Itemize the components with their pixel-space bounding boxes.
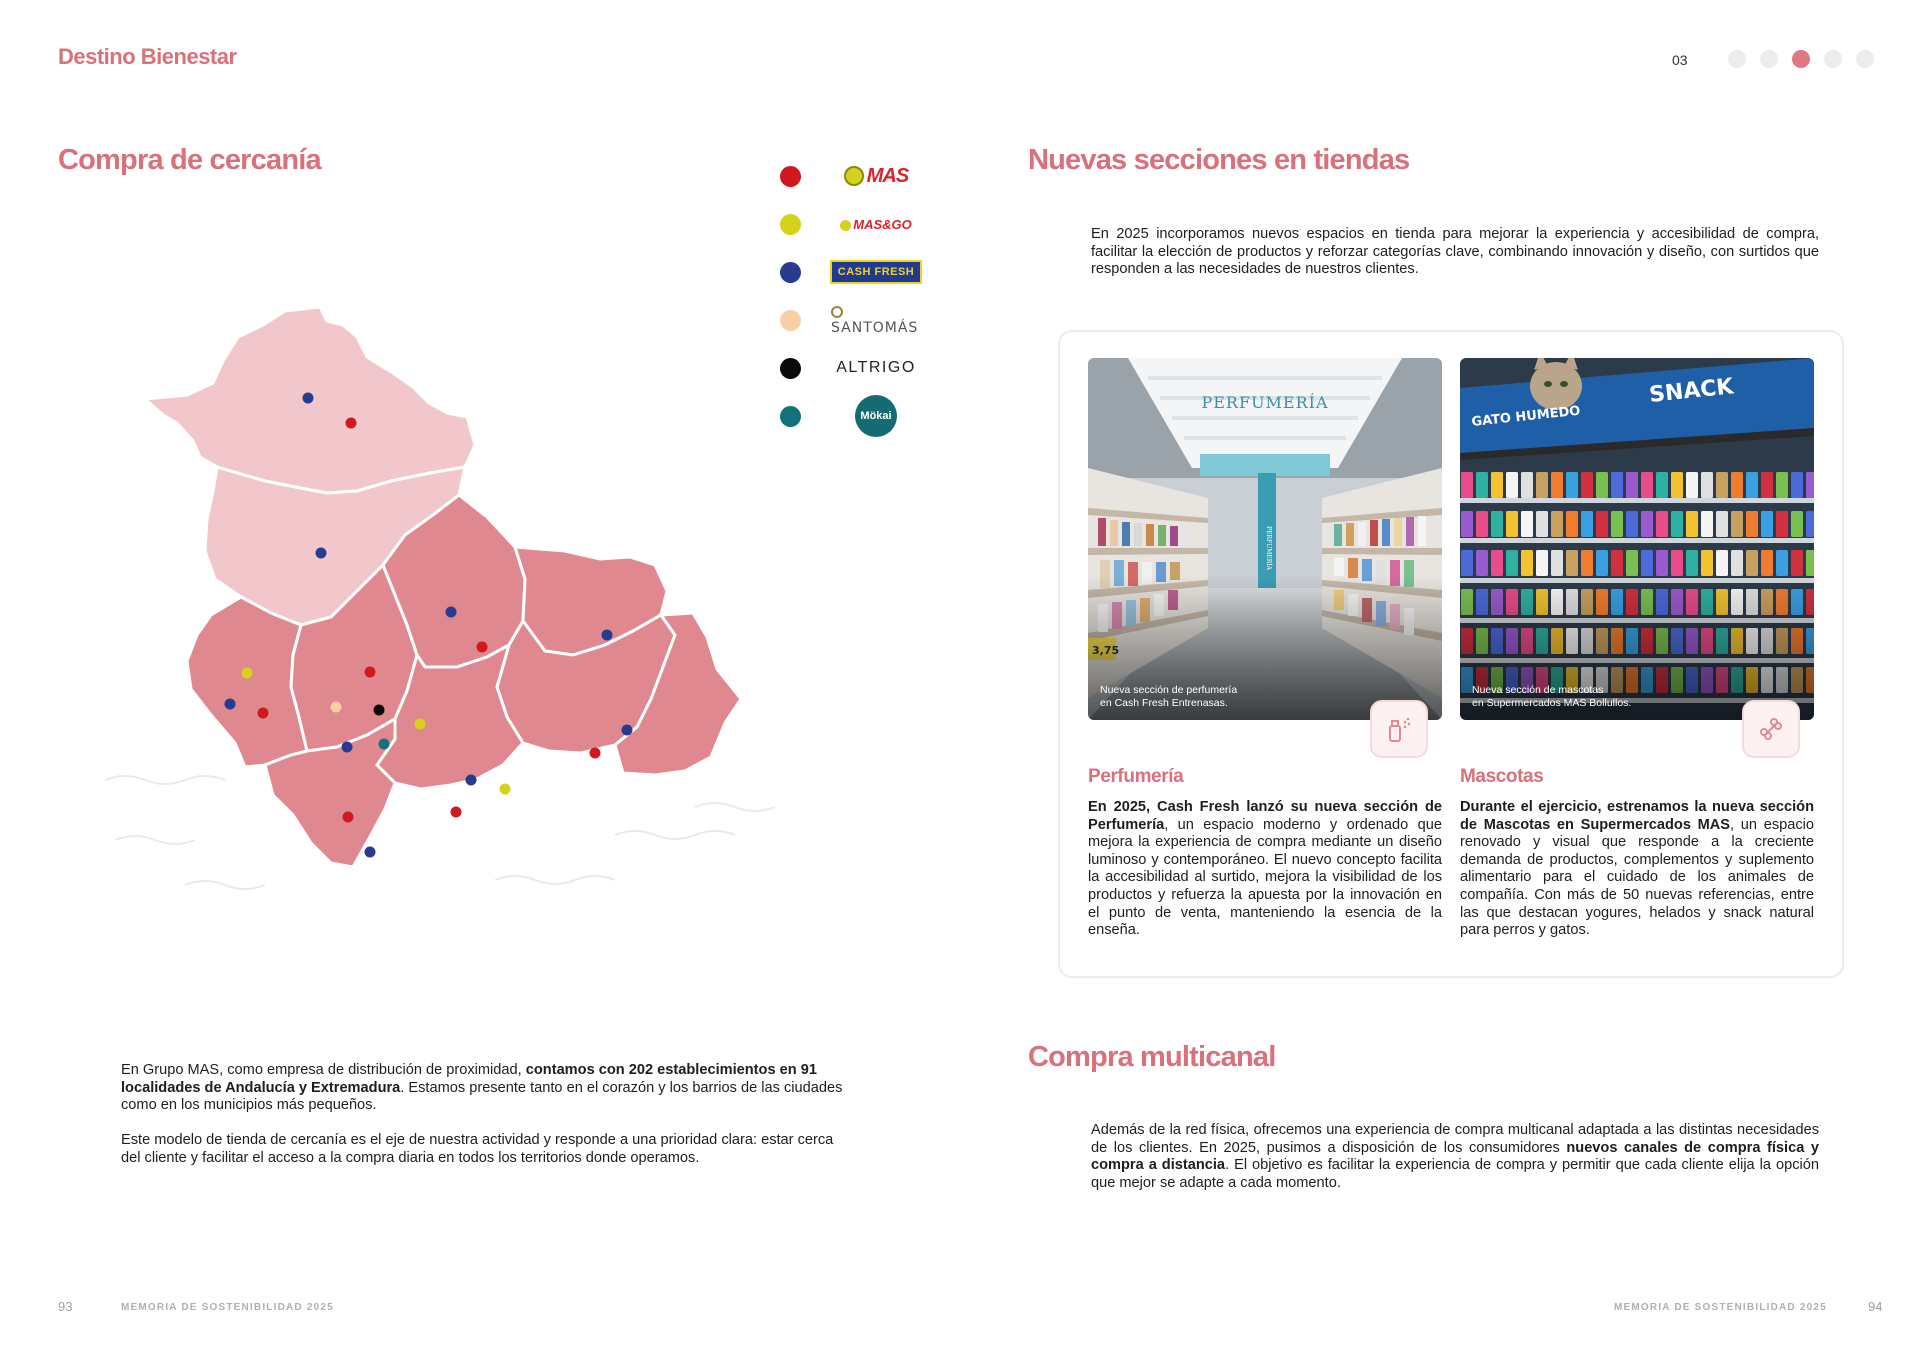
- store-marker-mas: [451, 807, 462, 818]
- footer-page-number-right: 94: [1868, 1299, 1883, 1314]
- bone-icon: [1756, 714, 1786, 744]
- store-marker-mas: [365, 667, 376, 678]
- basket-icon: [844, 166, 864, 186]
- mascotas-title: Mascotas: [1460, 766, 1544, 787]
- santomas-logo: [831, 303, 921, 337]
- store-marker-cashfresh: [446, 607, 457, 618]
- legend-item-mokai: [780, 392, 930, 440]
- store-brands-legend: [780, 152, 930, 440]
- nuevas-secciones-intro: En 2025 incorporamos nuevos espacios en tienda para mejorar la experiencia y accesibilidad de compra, facilitar la elección de productos y reforzar categorías clave, combinando innovación y diseño, con surtidos que responden a las necesidades de nuestros clientes.: [1091, 226, 1819, 278]
- region-huelva: [187, 597, 307, 767]
- sea-waves: [105, 776, 775, 889]
- santomas-emblem-icon: [831, 306, 843, 318]
- footer-page-number-left: 93: [58, 1299, 73, 1314]
- page-dot-3[interactable]: [1792, 50, 1810, 68]
- masgo-logo: [831, 207, 921, 241]
- mas-logo: [831, 159, 921, 193]
- legend-dot: [780, 358, 801, 379]
- store-marker-mokai: [379, 739, 390, 750]
- legend-brand-label: Mökai: [855, 395, 897, 437]
- legend-dot: [780, 406, 801, 427]
- mascotas-photo: [1460, 358, 1814, 720]
- store-marker-mas: [477, 642, 488, 653]
- mokai-logo: [831, 399, 921, 433]
- page-dot-4[interactable]: [1824, 50, 1842, 68]
- page-indicator: 03: [1672, 52, 1688, 68]
- section-title-cercania: Compra de cercanía: [58, 144, 321, 176]
- footer-label-right: MEMORIA DE SOSTENIBILIDAD 2025: [1614, 1302, 1827, 1313]
- store-marker-cashfresh: [303, 393, 314, 404]
- perfume-badge: [1370, 700, 1428, 758]
- perfumeria-photo: [1088, 358, 1442, 720]
- perfumeria-photo-caption: Nueva sección de perfumería en Cash Fresh Entrenasas.: [1100, 684, 1238, 709]
- legend-dot: [780, 166, 801, 187]
- legend-brand-label: MAS: [866, 164, 909, 187]
- store-marker-cashfresh: [622, 725, 633, 736]
- page-progress-dots[interactable]: [1728, 50, 1874, 68]
- store-marker-mas: [590, 748, 601, 759]
- store-marker-altrigo: [374, 705, 385, 716]
- altrigo-logo: [831, 351, 921, 385]
- new-sections-card: [1058, 330, 1844, 978]
- store-marker-cashfresh: [316, 548, 327, 559]
- section-title-multicanal: Compra multicanal: [1028, 1041, 1276, 1073]
- basket-icon: [840, 220, 851, 231]
- mascotas-badge: [1742, 700, 1800, 758]
- legend-item-santomas: [780, 296, 930, 344]
- store-marker-cashfresh: [602, 630, 613, 641]
- legend-brand-label: CASH FRESH: [830, 260, 923, 284]
- store-marker-santomas: [331, 702, 342, 713]
- store-marker-masgo: [415, 719, 426, 730]
- legend-item-cashfresh: [780, 248, 930, 296]
- legend-dot: [780, 310, 801, 331]
- cercania-paragraph-1: En Grupo MAS, como empresa de distribución de proximidad, contamos con 202 establecimientos en 91 localidades de Andalucía y Extremadura. Estamos presente tanto en el corazón y los barrios de las ciudades como en los municipios más pequeños.: [121, 1062, 843, 1114]
- store-marker-cashfresh: [466, 775, 477, 786]
- store-map: [95, 295, 815, 905]
- page-dot-2[interactable]: [1760, 50, 1778, 68]
- store-marker-masgo: [500, 784, 511, 795]
- store-marker-masgo: [242, 668, 253, 679]
- legend-dot: [780, 262, 801, 283]
- store-marker-mas: [258, 708, 269, 719]
- legend-item-altrigo: [780, 344, 930, 392]
- cashfresh-logo: [831, 255, 921, 289]
- perfumeria-title: Perfumería: [1088, 766, 1184, 787]
- cercania-paragraph-2: Este modelo de tienda de cercanía es el eje de nuestra actividad y responde a una prioridad clara: estar cerca del cliente y facilitar el acceso a la compra diaria en todos los territorios donde operamos.: [121, 1132, 834, 1166]
- legend-brand-label: SANTOMÁS: [831, 320, 919, 336]
- perfumeria-text: En 2025, Cash Fresh lanzó su nueva sección de Perfumería, un espacio moderno y ordenado que mejora la experiencia de compra mediante un diseño luminoso y contemporáneo. El nuevo concepto facilita la accesibilidad al surtido, mejora la visibilidad de los productos y refuerza la apuesta por la innovación en el punto de venta, manteniendo la esencia de la enseña.: [1088, 799, 1442, 939]
- multicanal-paragraph: Además de la red física, ofrecemos una experiencia de compra multicanal adaptada a las distintas necesidades de los clientes. En 2025, pusimos a disposición de los consumidores nuevos canales de compra física y compra a distancia. El objetivo es facilitar la experiencia de compra y permitir que cada cliente elija la opción que mejor se adapte a cada momento.: [1091, 1122, 1819, 1191]
- footer-label-left: MEMORIA DE SOSTENIBILIDAD 2025: [121, 1302, 334, 1313]
- legend-item-mas: [780, 152, 930, 200]
- store-marker-cashfresh: [225, 699, 236, 710]
- legend-brand-label: MAS&GO: [853, 216, 912, 232]
- mascotas-text: Durante el ejercicio, estrenamos la nueva sección de Mascotas en Supermercados MAS, un espacio renovado y visual que responde a la creciente demanda de productos, complementos y suplemento alimentario para el cuidado de los animales de compañía. Con más de 50 nuevas referencias, entre las que destacan yogures, helados y snack natural para perros y gatos.: [1460, 799, 1815, 939]
- store-marker-cashfresh: [342, 742, 353, 753]
- mascotas-photo-caption: Nueva sección de mascotas en Supermercados MAS Bollullos.: [1472, 684, 1632, 709]
- legend-brand-label: ALTRIGO: [836, 359, 916, 376]
- perfume-spray-icon: [1384, 714, 1414, 744]
- store-marker-mas: [346, 418, 357, 429]
- legend-dot: [780, 214, 801, 235]
- page-dot-1[interactable]: [1728, 50, 1746, 68]
- store-marker-mas: [343, 812, 354, 823]
- page-dot-5[interactable]: [1856, 50, 1874, 68]
- section-title-nuevas-secciones: Nuevas secciones en tiendas: [1028, 144, 1410, 176]
- brand-title: Destino Bienestar: [58, 44, 237, 69]
- store-marker-cashfresh: [365, 847, 376, 858]
- legend-item-masgo: [780, 200, 930, 248]
